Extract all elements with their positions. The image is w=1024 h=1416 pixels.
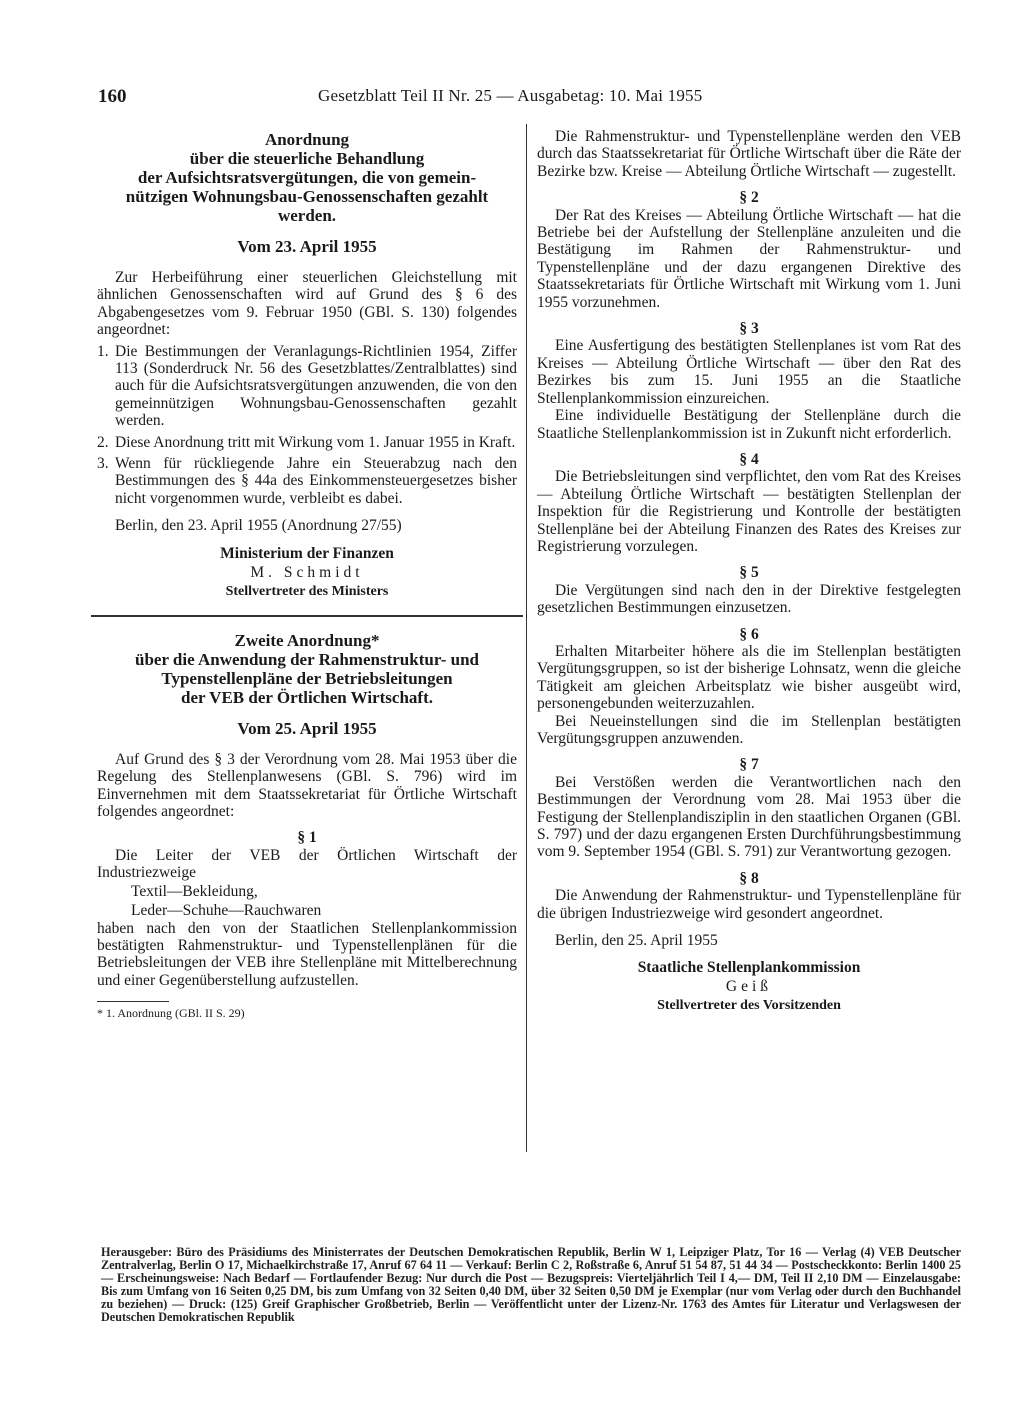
doc1-date: Vom 23. April 1955 (237, 237, 377, 256)
left-column (97, 130, 517, 1020)
section-4-text: Die Betriebsleitungen sind verpflichtet, den vom Rat des Kreises — Abteilung Örtliche Wirtschaft — bestätigten Stellenplan der Inspektion für die Registrierung und Kontrolle der bestätigten Stellenpläne bei der Abteilung Finanzen des Rates des Kreises zur Registrierung vorzulegen. (537, 468, 961, 555)
footnote-divider (97, 1001, 169, 1002)
doc2-signature-role: Stellvertreter des Vorsitzenden (657, 998, 841, 1014)
doc2-title-line: über die Anwendung der Rahmenstruktur- und (134, 649, 480, 669)
doc2-signature-name: Geiß (725, 978, 773, 996)
doc1-title-line: werden. (277, 206, 337, 225)
doc1-title-line: der Aufsichtsratsvergütungen, die von gemein- (137, 168, 477, 187)
right-column (537, 128, 961, 1015)
section-1-continued: Die Rahmenstruktur- und Typenstellenpläne werden den VEB durch das Staatssekretariat für Örtliche Wirtschaft über die Räte der Bezirke bzw. Kreise — Abteilung Örtliche Wirtschaft — zugestellt. (537, 128, 961, 180)
industry-branch: Textil—Bekleidung, (131, 882, 258, 900)
doc1-signature-org: Ministerium der Finanzen (220, 544, 394, 562)
doc1-anordnung (97, 130, 517, 601)
doc2-signature-org: Staatliche Stellenplankommission (637, 959, 861, 977)
running-title: Gesetzblatt Teil II Nr. 25 — Ausgabetag: 10. Mai 1955 (318, 86, 703, 105)
section-1-heading: § 1 (297, 829, 317, 847)
doc1-item-number: 1. (97, 342, 109, 360)
doc1-item (97, 434, 517, 451)
doc1-item (97, 455, 517, 507)
doc1-title-line: über die steuerliche Behandlung (189, 149, 425, 168)
doc1-item-text: Wenn für rückliegende Jahre ein Steuerabzug nach den Bestimmungen des § 44a des Einkommensteuergesetzes bisher nicht vorgenommen wurde, verbleibt es dabei. (115, 455, 517, 507)
doc1-title (97, 130, 517, 225)
doc1-title-line: nützigen Wohnungsbau-Genossenschaften gezahlt (125, 187, 489, 206)
section-3-text: Eine Ausfertigung des bestätigten Stellenplanes ist vom Rat des Kreises — Abteilung Örtliche Wirtschaft — über den Rat des Bezirkes bis zum 15. Juni 1955 an die Staatliche Stellenplankommission einzureichen. (537, 337, 961, 407)
section-1-intro: Die Leiter der VEB der Örtlichen Wirtschaft der Industriezweige (97, 846, 517, 882)
section-3-text: Eine individuelle Bestätigung der Stellenpläne durch die Staatliche Stellenplankommission ist in Zukunft nicht erforderlich. (537, 407, 961, 442)
doc2-title-line: Typenstellenpläne der Betriebsleitungen (161, 668, 453, 688)
doc1-title-line: Anordnung (264, 130, 350, 149)
section-7-heading: § 7 (739, 756, 759, 774)
doc1-item (97, 343, 517, 430)
section-8-text: Die Anwendung der Rahmenstruktur- und Typenstellenpläne für die übrigen Industriezweige wird gesondert angeordnet. (537, 887, 961, 922)
doc1-item-number: 2. (97, 433, 109, 451)
section-8-heading: § 8 (739, 869, 759, 887)
doc2-preamble: Auf Grund des § 3 der Verordnung vom 28. Mai 1953 über die Regelung des Stellenplanwesens (GBl. S. 796) wird im Einvernehmen mit dem Staatssekretariat für Örtliche Wirtschaft folgendes angeordnet: (97, 750, 517, 820)
section-3-heading: § 3 (739, 320, 759, 338)
doc2-date: Vom 25. April 1955 (237, 718, 377, 738)
publisher-imprint: Herausgeber: Büro des Präsidiums des Ministerrates der Deutschen Demokratischen Republik, Berlin W 1, Leipziger Platz, Tor 16 — Verlag (4) VEB Deutscher Zentralverlag, Berlin O 17, Michaelkirchstraße 17, Anruf 67 64 11 — Verkauf: Berlin C 2, Roßstraße 6, Anruf 51 54 87, 51 44 34 — Postscheckkonto: Berlin 1400 25 — Erscheinungsweise: Nach Bedarf — Fortlaufender Bezug: Nur durch die Post — Bezugspreis: Vierteljährlich Teil I 4,— DM, Teil II 2,10 DM — Einzelausgabe: Bis zum Umfang von 16 Seiten 0,25 DM, bis zum Umfang von 32 Seiten 0,40 DM, über 32 Seiten 0,50 DM je Exemplar (nur vom Verlag oder durch den Buchhandel zu beziehen) — Druck: (125) Greif Graphischer Großbetrieb, Berlin — Veröffentlicht unter der Lizenz-Nr. 1763 des Amtes für Literatur und Verlagswesen der Deutschen Demokratischen Republik (101, 1245, 961, 1324)
doc2-title (97, 631, 517, 707)
section-6-text: Erhalten Mitarbeiter höhere als die im Stellenplan bestätigten Vergütungsgruppen, so ist der bisherige Lohnsatz, wenn die gleiche Tätigkeit am gleichen Arbeitsplatz wie bisher ausgeübt wird, personengebunden weiterzuzahlen. (537, 642, 961, 713)
section-5-text: Die Vergütungen sind nach den in der Direktive festgelegten gesetzlichen Bestimmungen einzusetzen. (537, 581, 961, 617)
doc2-title-line: der VEB der Örtlichen Wirtschaft. (180, 687, 433, 707)
doc2-title-line: Zweite Anordnung* (234, 630, 380, 650)
doc1-place-date: Berlin, den 23. April 1955 (Anordnung 27/55) (115, 517, 402, 535)
section-6-heading: § 6 (739, 625, 759, 643)
section-4-heading: § 4 (739, 450, 759, 468)
section-1-body: haben nach den von der Staatlichen Stellenplankommission bestätigten Rahmenstruktur- und Typenstellenplänen für die Betriebsleitungen der VEB ihre Stellenpläne mit Mittelberechnung und einer Gegenüberstellung aufzustellen. (97, 919, 517, 989)
section-7-text: Bei Verstößen werden die Verantwortlichen nach den Bestimmungen der Verordnung vom 28. Mai 1953 über die Festigung der Stellenplandisziplin in den staatlichen Organen (GBl. S. 797) und der dazu ergangenen Ersten Durchführungsbestimmung vom 9. September 1954 (GBl. S. 791) zur Verantwortung gezogen. (537, 773, 961, 861)
doc1-preamble: Zur Herbeiführung einer steuerlichen Gleichstellung mit ähnlichen Genossenschaften wird auf Grund des § 6 des Abgabengesetzes vom 9. Februar 1950 (GBl. S. 130) folgendes angeordnet: (97, 269, 517, 339)
section-2-heading: § 2 (739, 189, 759, 207)
doc1-item-text: Diese Anordnung tritt mit Wirkung vom 1. Januar 1955 in Kraft. (115, 433, 516, 451)
page-number: 160 (98, 86, 127, 107)
doc2-place-date: Berlin, den 25. April 1955 (555, 932, 718, 950)
section-6-text: Bei Neueinstellungen sind die im Stellenplan bestätigten Vergütungsgruppen anzuwenden. (537, 712, 961, 747)
doc2-zweite-anordnung (97, 631, 517, 1020)
doc1-item-text: Die Bestimmungen der Veranlagungs-Richtlinien 1954, Ziffer 113 (Sonderdruck Nr. 56 des Gesetzblattes/Zentralblattes) sind auch für die Aufsichtsratsvergütungen anzuwenden, die von den gemeinnützigen Wohnungsbau-Genossenschaften gezahlt werden. (115, 342, 517, 430)
section-divider (91, 615, 523, 617)
column-divider (526, 124, 527, 1152)
doc1-signature-role: Stellvertreter des Ministers (225, 583, 389, 599)
doc1-item-number: 3. (97, 455, 109, 473)
section-5-heading: § 5 (739, 564, 759, 582)
doc1-signature-name: M. Schmidt (250, 563, 364, 581)
industry-branch: Leder—Schuhe—Rauchwaren (131, 901, 322, 919)
footnote: * 1. Anordnung (GBl. II S. 29) (97, 1006, 245, 1021)
section-2-text: Der Rat des Kreises — Abteilung Örtliche Wirtschaft — hat die Betriebe bei der Aufstellung der Stellenpläne anzuleiten und die Bestätigung im Rahmen der Rahmenstruktur- und Typenstellenpläne und der dazu ergangenen Direktive des Staatssekretariats für Örtliche Wirtschaft mit Wirkung vom 1. Juni 1955 vorzunehmen. (537, 206, 961, 311)
